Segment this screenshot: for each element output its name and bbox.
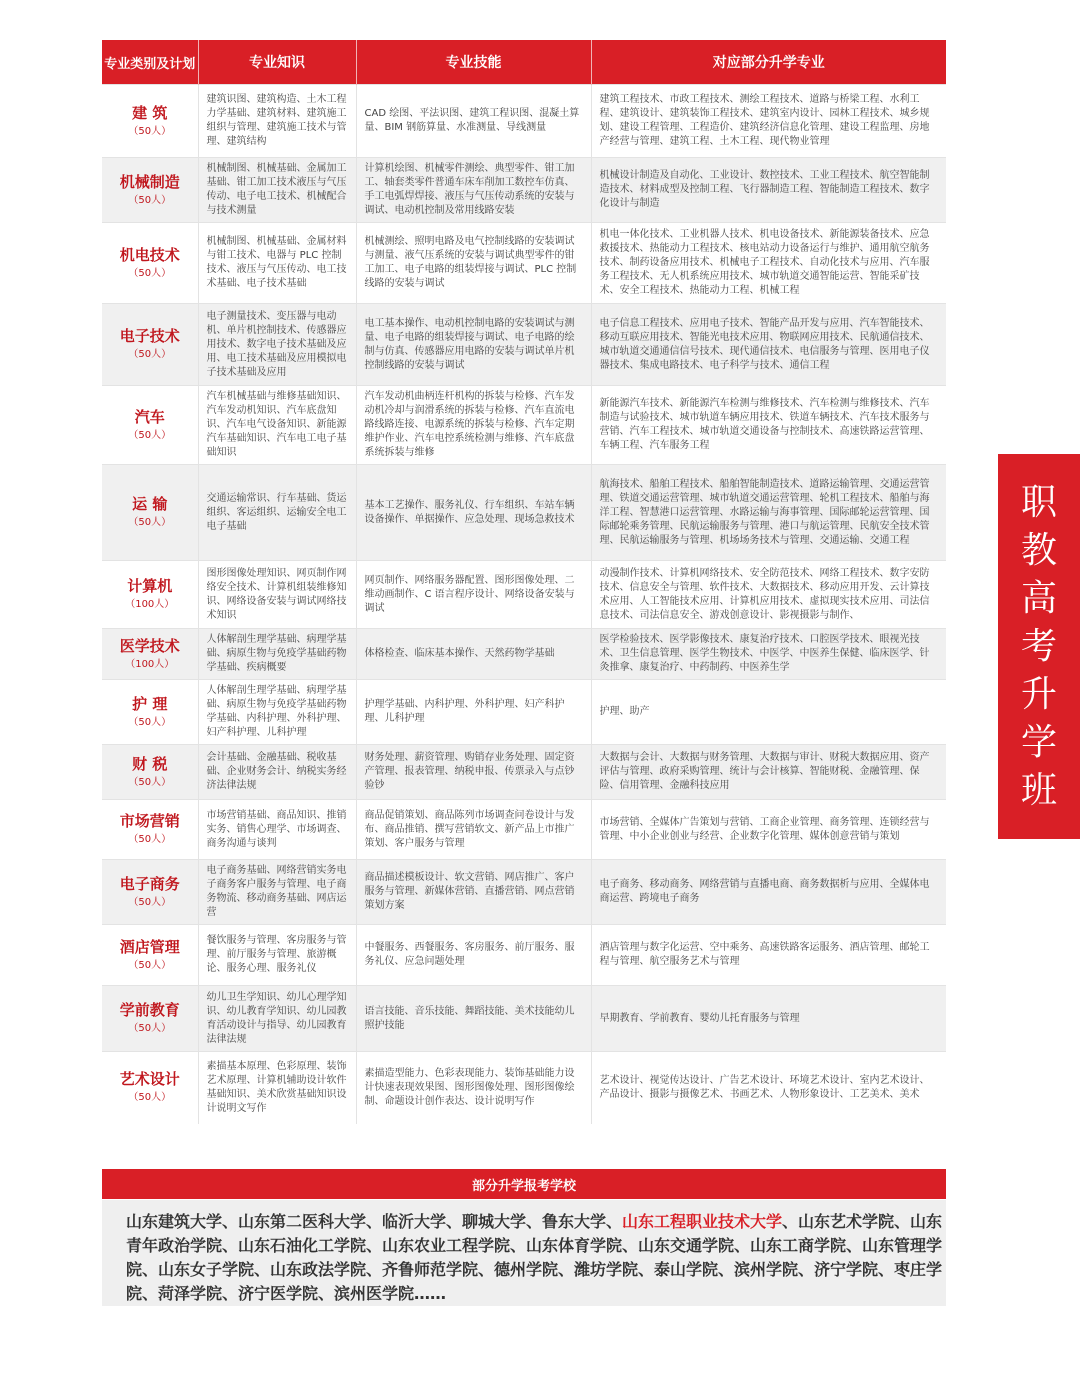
majors-cell: 护理、助产 — [591, 680, 946, 745]
side-banner-char: 教 — [1020, 529, 1057, 571]
knowledge-cell: 电子商务基础、网络营销实务电子商务客户服务与管理、电子商务物流、移动商务基础、网店运营 — [198, 860, 356, 925]
majors-cell: 电子信息工程技术、应用电子技术、智能产品开发与应用、汽车智能技术、移动互联应用技术、智能光电技术应用、物联网应用技术、民航通信技术、城市轨道交通通信信号技术、现代通信技术、电信服务与管理、医用电子仪器技术、集成电路技术、电子科学与技术、通信工程 — [591, 304, 946, 386]
category-cell — [102, 386, 198, 465]
knowledge-cell: 机械制图、机械基础、金属材料与钳工技术、电器与 PLC 控制技术、液压与气压传动、电工技术基础、电子技术基础 — [198, 223, 356, 304]
major-table — [102, 40, 946, 1124]
category-quota: （50人） — [128, 716, 172, 728]
category-quota: （50人） — [128, 896, 172, 908]
category-cell — [102, 860, 198, 925]
side-banner-char: 职 — [1020, 481, 1057, 523]
category-quota: （50人） — [128, 517, 172, 528]
category-name: 机电技术 — [119, 245, 180, 264]
category-quota: （50人） — [128, 349, 172, 360]
skills-cell: 商品描述模板设计、软文营销、网店推广、客户服务与管理、新媒体营销、直播营销、网点营销策划方案 — [356, 860, 591, 925]
table-row — [102, 925, 946, 986]
category-name: 酒店管理 — [119, 937, 180, 956]
category-cell — [102, 158, 198, 223]
majors-cell: 艺术设计、视觉传达设计、广告艺术设计、环境艺术设计、室内艺术设计、产品设计、摄影与摄像艺术、书画艺术、人物形象设计、工艺美术、美术 — [591, 1052, 946, 1124]
table-row — [102, 986, 946, 1052]
category-cell — [102, 223, 198, 304]
skills-cell: CAD 绘图、平法识图、建筑工程识图、混凝土算量、BIM 钢筋算量、水准测量、导线测量 — [356, 85, 591, 158]
category-cell — [102, 85, 198, 158]
side-banner-char: 班 — [1020, 769, 1057, 811]
skills-cell: 护理学基础、内科护理、外科护理、妇产科护理、儿科护理 — [356, 680, 591, 745]
table-row — [102, 800, 946, 860]
skills-cell: 汽车发动机曲柄连杆机构的拆装与检修、汽车发动机冷却与润滑系统的拆装与检修、汽车直流电路线路连接、电源系统的拆装与检修、汽车定期维护作业、汽车电控系统检测与维修、汽车底盘系统拆装与维修 — [356, 386, 591, 465]
majors-cell: 医学检验技术、医学影像技术、康复治疗技术、口腔医学技术、眼视光技术、卫生信息管理、医学生物技术、中医学、中医养生保健、临床医学、针灸推拿、康复治疗、中药制药、中医养生学 — [591, 629, 946, 680]
majors-cell: 市场营销、全媒体广告策划与营销、工商企业管理、商务管理、连锁经营与管理、中小企业创业与经营、企业数字化管理、媒体创意营销与策划 — [591, 800, 946, 860]
category-quota: （50人） — [128, 834, 172, 845]
table-row — [102, 680, 946, 745]
table-row — [102, 629, 946, 680]
skills-cell: 网页制作、网络服务器配置、图形图像处理、二维动画制作、C 语言程序设计、网络设备安装与调试 — [356, 561, 591, 629]
category-name: 计算机 — [127, 577, 173, 595]
category-name: 建 筑 — [132, 103, 168, 122]
table-body — [102, 85, 946, 1124]
header-majors: 对应部分升学专业 — [591, 40, 946, 85]
skills-cell: 语言技能、音乐技能、舞蹈技能、美术技能幼儿照护技能 — [356, 986, 591, 1052]
table-row — [102, 465, 946, 561]
knowledge-cell: 机械制图、机械基础、金属加工基础、钳工加工技术液压与气压传动、电子电工技术、机械配合与技术测量 — [198, 158, 356, 223]
category-cell — [102, 986, 198, 1052]
schools-text-after: 、山东艺术学院、山东青年政治学院、山东石油化工学院、山东农业工程学院、山东体育学院、山东交通学院、山东工商学院、山东管理学院、山东女子学院、山东政法学院、齐鲁师范学院、德州学院、潍坊学院、泰山学院、滨州学院、济宁学院、枣庄学院、菏泽学院、济宁医学院、滨州医学院…… — [126, 1212, 943, 1303]
table-row — [102, 745, 946, 800]
table-row — [102, 85, 946, 158]
table-header-row — [102, 40, 946, 85]
category-name: 学前教育 — [119, 1001, 180, 1019]
category-quota: （100人） — [125, 658, 175, 670]
table-row — [102, 386, 946, 465]
category-name: 财 税 — [132, 754, 168, 773]
category-quota: （100人） — [125, 599, 175, 610]
side-banner-char: 考 — [1020, 625, 1057, 667]
knowledge-cell: 幼儿卫生学知识、幼儿心理学知识、幼儿教育学知识、幼儿园教育活动设计与指导、幼儿园教育法律法规 — [198, 986, 356, 1052]
skills-cell: 中餐服务、西餐服务、客房服务、前厅服务、服务礼仪、应急问题处理 — [356, 925, 591, 986]
side-banner-char: 高 — [1020, 577, 1057, 619]
majors-cell: 航海技术、船舶工程技术、船舶智能制造技术、道路运输管理、交通运营管理、铁道交通运营管理、城市轨道交通运营管理、轮机工程技术、船舶与海洋工程、智慧港口运营管理、水路运输与海事管理、国际邮轮运营管理、国际邮轮乘务管理、民航运输服务与管理、港口与航运管理、民航安全技术管理、民航运输服务与管理、机场场务技术与管理、交通运输、交通工程 — [591, 465, 946, 561]
category-cell — [102, 1052, 198, 1124]
category-quota: （50人） — [128, 1023, 172, 1034]
knowledge-cell: 电子测量技术、变压器与电动机、单片机控制技术、传感器应用技术、数字电子技术基础及应用、电工技术基础及应用模拟电子技术基础及应用 — [198, 304, 356, 386]
category-cell — [102, 304, 198, 386]
majors-cell: 动漫制作技术、计算机网络技术、安全防范技术、网络工程技术、数字安防技术、信息安全与管理、软件技术、大数据技术、移动应用开发、云计算技术应用、人工智能技术应用、计算机应用技术、虚拟现实技术应用、司法信息技术、司法信息安全、游戏创意设计、影视摄影与制作、 — [591, 561, 946, 629]
majors-cell: 电子商务、移动商务、网络营销与直播电商、商务数据析与应用、全媒体电商运营、跨境电子商务 — [591, 860, 946, 925]
header-knowledge: 专业知识 — [198, 40, 356, 85]
side-banner — [998, 454, 1080, 839]
category-cell — [102, 745, 198, 800]
majors-cell: 新能源汽车技术、新能源汽车检测与维修技术、汽车检测与维修技术、汽车制造与试验技术、城市轨道车辆应用技术、铁道车辆技术、汽车技术服务与营销、汽车工程技术、城市轨道交通设备与控制技术、高速铁路运营管理、车辆工程、汽车服务工程 — [591, 386, 946, 465]
table-row — [102, 561, 946, 629]
majors-cell: 大数据与会计、大数据与财务管理、大数据与审计、财税大数据应用、资产评估与管理、政府采购管理、统计与会计核算、智能财税、金融管理、保险、信用管理、金融科技应用 — [591, 745, 946, 800]
category-quota: （50人） — [128, 267, 172, 279]
knowledge-cell: 会计基础、金融基础、税收基础、企业财务会计、纳税实务经济法律法规 — [198, 745, 356, 800]
header-category: 专业类别及计划 — [102, 40, 198, 85]
knowledge-cell: 汽车机械基础与维修基础知识、汽车发动机知识、汽车底盘知识、汽车电气设备知识、新能源汽车基础知识、汽车电工电子基础知识 — [198, 386, 356, 465]
category-cell — [102, 800, 198, 860]
side-banner-char: 升 — [1020, 673, 1057, 715]
skills-cell: 计算机绘图、机械零件测绘、典型零件、钳工加工、轴套类零件普通车床车削加工数控车仿真、手工电弧焊焊接、液压与气压传动系统的安装与调试、电动机控制及常用线路安装 — [356, 158, 591, 223]
category-name: 市场营销 — [119, 812, 180, 830]
majors-cell: 酒店管理与数字化运营、空中乘务、高速铁路客运服务、酒店管理、邮轮工程与管理、航空服务艺术与管理 — [591, 925, 946, 986]
category-name: 电子商务 — [119, 874, 180, 893]
category-name: 医学技术 — [119, 636, 180, 655]
knowledge-cell: 人体解剖生理学基础、病理学基础、病原生物与免疫学基础药物学基础、疾病概要 — [198, 629, 356, 680]
majors-cell: 机械设计制造及自动化、工业设计、数控技术、工业工程技术、航空智能制造技术、材料成型及控制工程、飞行器制造工程、智能制造工程技术、数字化设计与制造 — [591, 158, 946, 223]
skills-cell: 素描造型能力、色彩表现能力、装饰基础能力设计快速表现效果图、图形图像处理、图形图像绘制、命题设计创作表达、设计说明写作 — [356, 1052, 591, 1124]
skills-cell: 基本工艺操作、服务礼仪、行车组织、车站车辆设备操作、单据操作、应急处理、现场急救技术 — [356, 465, 591, 561]
skills-cell: 机械测绘、照明电路及电气控制线路的安装调试与测量、液气压系统的安装与调试典型零件的钳工加工、电子电路的组装焊接与调试、PLC 控制线路的安装与调试 — [356, 223, 591, 304]
category-cell — [102, 629, 198, 680]
knowledge-cell: 市场营销基础、商品知识、推销实务、销售心理学、市场调查、商务沟通与谈判 — [198, 800, 356, 860]
knowledge-cell: 交通运输常识、行车基础、货运组织、客运组织、运输安全电工电子基础 — [198, 465, 356, 561]
category-cell — [102, 680, 198, 745]
knowledge-cell: 建筑识图、建筑构造、土木工程力学基础、建筑材料、建筑施工组织与管理、建筑施工技术与管理、建筑结构 — [198, 85, 356, 158]
knowledge-cell: 人体解剖生理学基础、病理学基础、病原生物与免疫学基础药物学基础、内科护理、外科护理、妇产科护理、儿科护理 — [198, 680, 356, 745]
skills-cell: 商品促销策划、商品陈列市场调查问卷设计与发布、商品推销、撰写营销软文、新产品上市推广策划、客户服务与管理 — [356, 800, 591, 860]
table-row — [102, 304, 946, 386]
table-row — [102, 1052, 946, 1124]
majors-cell: 建筑工程技术、市政工程技术、测绘工程技术、道路与桥梁工程、水利工程、建筑设计、建筑装饰工程技术、建筑室内设计、园林工程技术、城乡规划、建设工程管理、工程造价、建筑经济信息化管理、建设工程监理、房地产经营与管理、建筑工程、土木工程、现代物业管理 — [591, 85, 946, 158]
skills-cell: 电工基本操作、电动机控制电路的安装调试与测量、电子电路的组装焊接与调试、电子电路的绘制与仿真、传感器应用电路的安装与调试单片机控制线路的安装与调试 — [356, 304, 591, 386]
majors-cell: 早期教育、学前教育、婴幼儿托育服务与管理 — [591, 986, 946, 1052]
majors-cell: 机电一体化技术、工业机器人技术、机电设备技术、新能源装备技术、应急救援技术、热能动力工程技术、核电站动力设备运行与维护、通用航空航务技术、制药设备应用技术、机械电子工程技术、自动化技术与应用、汽车服务工程技术、无人机系统应用技术、城市轨道交通智能运营、智能采矿技术、安全工程技术、热能动力工程、机械工程 — [591, 223, 946, 304]
category-name: 运 输 — [132, 495, 168, 513]
category-quota: （50人） — [128, 194, 172, 206]
knowledge-cell: 图形图像处理知识、网页制作网络安全技术、计算机组装维修知识、网络设备安装与调试网络技术知识 — [198, 561, 356, 629]
side-banner-char: 学 — [1020, 721, 1057, 763]
schools-highlight: 山东工程职业技术大学 — [622, 1212, 783, 1231]
category-cell — [102, 465, 198, 561]
knowledge-cell: 素描基本原理、色彩原理、装饰艺术原理、计算机辅助设计软件基础知识、美术欣赏基础知识设计说明文写作 — [198, 1052, 356, 1124]
category-quota: （50人） — [128, 776, 172, 788]
table-row — [102, 860, 946, 925]
schools-list — [102, 1200, 946, 1306]
category-name: 护 理 — [132, 694, 168, 713]
category-name: 艺术设计 — [119, 1070, 180, 1089]
header-skills: 专业技能 — [356, 40, 591, 85]
category-name: 电子技术 — [119, 327, 180, 345]
knowledge-cell: 餐饮服务与管理、客房服务与管理、前厅服务与管理、旅游概论、服务心理、服务礼仪 — [198, 925, 356, 986]
skills-cell: 财务处理、薪资管理、购销存业务处理、固定资产管理、报表管理、纳税申报、传票录入与点钞验钞 — [356, 745, 591, 800]
skills-cell: 体格检查、临床基本操作、天然药物学基础 — [356, 629, 591, 680]
schools-text-before: 山东建筑大学、山东第二医科大学、临沂大学、聊城大学、鲁东大学、 — [126, 1212, 623, 1231]
table-row — [102, 158, 946, 223]
category-quota: （50人） — [128, 959, 172, 971]
category-quota: （50人） — [128, 125, 172, 137]
category-quota: （50人） — [128, 429, 172, 441]
schools-title: 部分升学报考学校 — [102, 1169, 946, 1199]
category-name: 机械制造 — [119, 172, 180, 191]
category-name: 汽车 — [134, 407, 165, 426]
category-quota: （50人） — [128, 1092, 172, 1104]
table-row — [102, 223, 946, 304]
category-cell — [102, 561, 198, 629]
category-cell — [102, 925, 198, 986]
